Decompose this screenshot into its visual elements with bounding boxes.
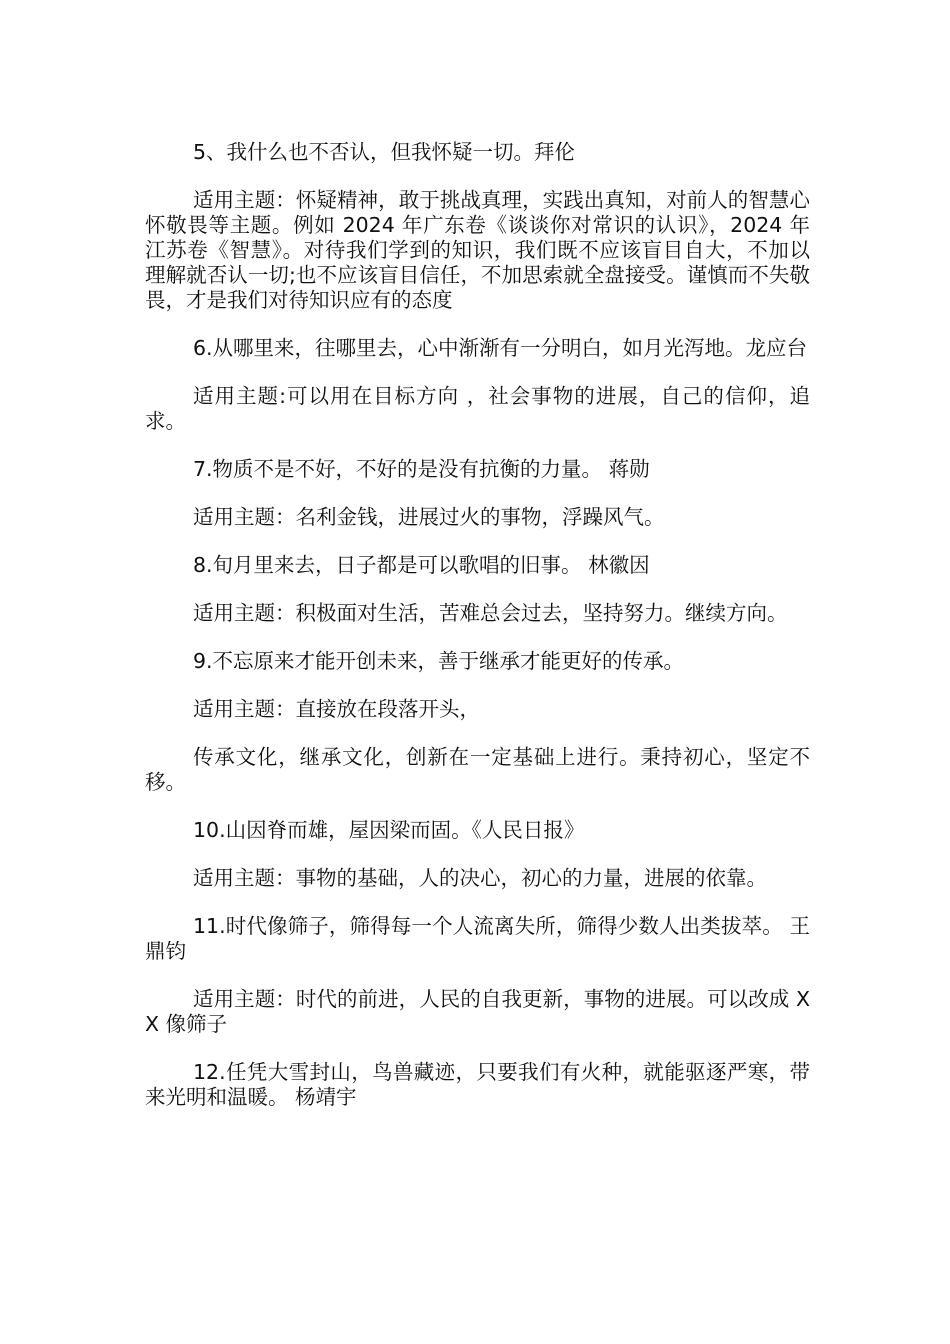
document-body — [145, 140, 810, 1133]
quote-11: 11.时代像筛子，筛得每一个人流离失所，筛得少数人出类拔萃。 王鼎钧 — [145, 914, 810, 963]
theme-5: 适用主题：怀疑精神，敢于挑战真理，实践出真知，对前人的智慧心怀敬畏等主题。例如 2024 年广东卷《谈谈你对常识的认识》，2024 年江苏卷《智慧》。对待我们学到的知识，我们既不应该盲目自大，不加以理解就否认一切;也不应该盲目信任，不加思索就全盘接受。谨慎而不失敬畏，才是我们对待知识应有的态度 — [145, 188, 810, 312]
theme-11: 适用主题：时代的前进，人民的自我更新，事物的进展。可以改成 XX 像筛子 — [145, 987, 810, 1036]
theme-7: 适用主题：名利金钱，进展过火的事物，浮躁风气。 — [193, 505, 665, 529]
theme-10: 适用主题：事物的基础，人的决心，初心的力量，进展的依靠。 — [193, 866, 767, 890]
quote-12: 12.任凭大雪封山，鸟兽藏迹，只要我们有火种，就能驱逐严寒，带来光明和温暖。 杨靖宇 — [145, 1060, 810, 1109]
theme-6: 适用主题:可以用在目标方向 ，社会事物的进展，自己的信仰，追求。 — [145, 384, 810, 433]
theme-9: 适用主题：直接放在段落开头， — [193, 697, 480, 721]
theme-8: 适用主题：积极面对生活，苦难总会过去，坚持努力。继续方向。 — [193, 601, 788, 625]
quote-10: 10.山因脊而雄，屋因梁而固。《人民日报》 — [193, 818, 585, 842]
quote-6: 6.从哪里来，往哪里去，心中渐渐有一分明白，如月光泻地。龙应台 — [193, 336, 808, 360]
quote-8: 8.旬月里来去，日子都是可以歌唱的旧事。 林徽因 — [193, 553, 650, 577]
quote-7: 7.物质不是不好，不好的是没有抗衡的力量。 蒋勋 — [193, 457, 650, 481]
quote-9: 9.不忘原来才能开创未来，善于继承才能更好的传承。 — [193, 649, 685, 673]
quote-5: 5、我什么也不否认，但我怀疑一切。拜伦 — [193, 140, 576, 164]
theme-9-continued: 传承文化，继承文化，创新在一定基础上进行。秉持初心，坚定不移。 — [145, 745, 810, 794]
